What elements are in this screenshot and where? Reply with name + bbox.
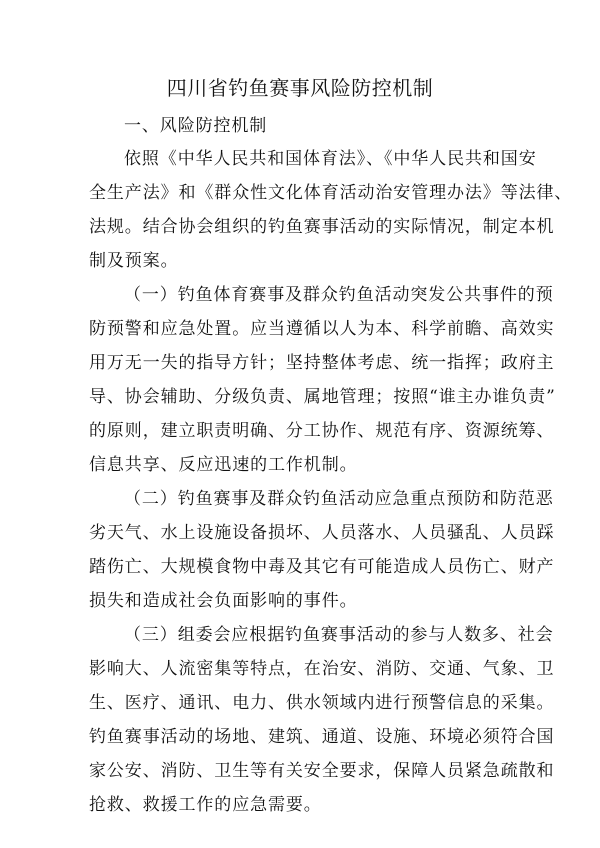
paragraph-4-line-1: （三）组委会应根据钓鱼赛事活动的参与人数多、社会 xyxy=(124,625,554,645)
paragraph-2-line-4: 导、协会辅助、分级负责、属地管理；按照“谁主办谁负责” xyxy=(89,387,556,407)
paragraph-4-line-4: 钓鱼赛事活动的场地、建筑、通道、设施、环境必须符合国 xyxy=(89,727,555,747)
paragraph-3-line-2: 劣天气、水上设施设备损坏、人员落水、人员骚乱、人员踩 xyxy=(89,523,555,543)
section-heading: 一、风险防控机制 xyxy=(124,116,268,136)
paragraph-4-line-3: 生、医疗、通讯、电力、供水领域内进行预警信息的采集。 xyxy=(89,693,555,713)
paragraph-3-line-1: （二）钓鱼赛事及群众钓鱼活动应急重点预防和防范恶 xyxy=(124,489,554,509)
paragraph-4-line-5: 家公安、消防、卫生等有关安全要求，保障人员紧急疏散和 xyxy=(89,761,555,781)
paragraph-2-line-6: 信息共享、反应迅速的工作机制。 xyxy=(89,455,358,475)
paragraph-4-line-2: 影响大、人流密集等特点，在治安、消防、交通、气象、卫 xyxy=(89,659,555,679)
paragraph-2-line-5: 的原则，建立职责明确、分工协作、规范有序、资源统筹、 xyxy=(89,421,555,441)
paragraph-1-line-3: 法规。结合协会组织的钓鱼赛事活动的实际情况，制定本机 xyxy=(89,217,555,237)
paragraph-3-line-3: 踏伤亡、大规模食物中毒及其它有可能造成人员伤亡、财产 xyxy=(89,557,555,577)
paragraph-3-line-4: 损失和造成社会负面影响的事件。 xyxy=(89,591,358,611)
paragraph-2-line-2: 防预警和应急处置。应当遵循以人为本、科学前瞻、高效实 xyxy=(89,319,555,339)
paragraph-1-line-4: 制及预案。 xyxy=(89,251,179,271)
paragraph-1-line-1: 依照《中华人民共和国体育法》、《中华人民共和国安 xyxy=(124,149,537,169)
paragraph-2-line-3: 用万无一失的指导方针；坚持整体考虑、统一指挥；政府主 xyxy=(89,353,555,373)
document-title: 四川省钓鱼赛事风险防控机制 xyxy=(166,76,434,100)
paragraph-1-line-2: 全生产法》和《群众性文化体育活动治安管理办法》等法律、 xyxy=(89,183,573,203)
paragraph-2-line-1: （一）钓鱼体育赛事及群众钓鱼活动突发公共事件的预 xyxy=(124,285,554,305)
paragraph-4-line-6: 抢救、救援工作的应急需要。 xyxy=(89,795,322,815)
